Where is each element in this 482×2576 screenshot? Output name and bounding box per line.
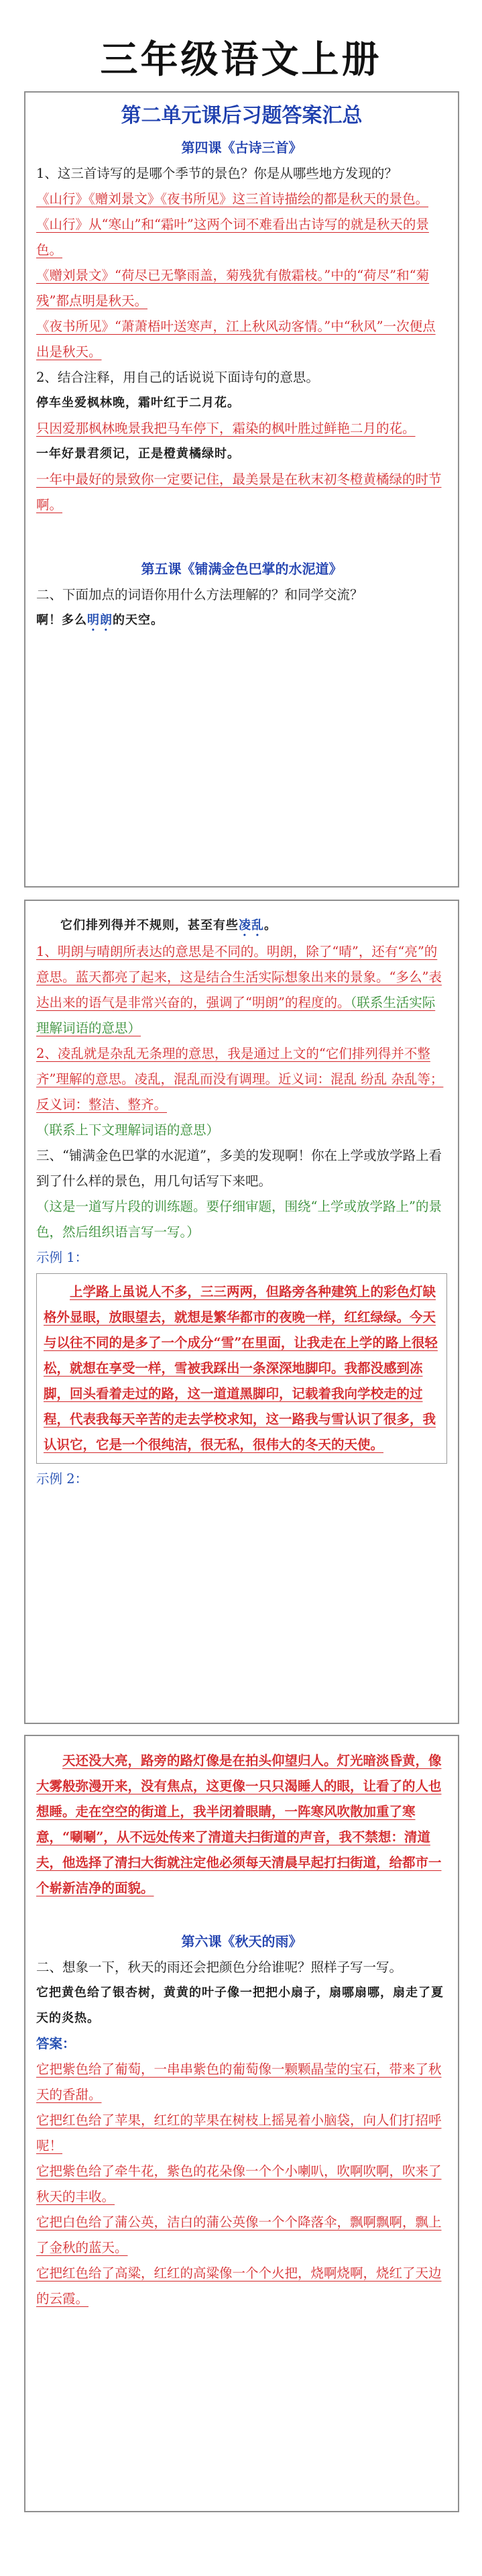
dotted-word-minglang: 明朗 (87, 613, 113, 627)
lesson-5-question-3: 三、“铺满金色巴掌的水泥道”，多美的发现啊！你在上学或放学路上看到了什么样的景色，用几句话写下来吧。 (36, 1148, 442, 1189)
lesson-4-answer-1d: 《夜书所见》“萧萧梧叶送寒声，江上秋风动客情。”中“秋风”一次便点出是秋天。 (36, 319, 436, 360)
lesson-6-answer-3: 它把紫色给了牵牛花，紫色的花朵像一个个小喇叭，吹啊吹啊，吹来了秋天的丰收。 (36, 2163, 442, 2204)
lesson-4-question-1: 1、这三首诗写的是哪个季节的景色？你是从哪些地方发现的？ (36, 166, 398, 181)
lesson-4-question-2: 2、结合注释，用自己的话说说下面诗句的意思。 (36, 370, 319, 385)
poem-line-2: 一年好景君须记，正是橙黄橘绿时。 (36, 447, 240, 461)
card-lesson-4 (24, 91, 459, 888)
lesson-5-answer-1: 1、明朗与晴朗所表达的意思是不同的。明朗，除了“晴”，还有“亮”的意思。蓝天都亮了起来，这是结合生活实际想象出来的景象。“多么”表达出来的语气是非常兴奋的，强调了“明朗”的程度的。（联系生活实际理解词语的意思） (36, 944, 442, 1036)
answer-label: 答案： (36, 2036, 76, 2051)
example-2-text: 天还没大亮，路旁的路灯像是在拍头仰望归人。灯光暗淡昏黄，像大雾般弥漫开来，没有焦点，这更像一只只渴睡人的眼，让看了的人也想睡。走在空空的街道上，我半闭着眼睛，一阵寒风吹散加重了寒意，“唰唰”，从不远处传来了清道夫扫街道的声音，我不禁想：清道夫，他选择了清扫大街就注定他必须每天清晨早起打扫街道，给都市一个崭新洁净的面貌。 (36, 1753, 442, 1896)
lesson-6-question-2: 二、想象一下，秋天的雨还会把颜色分给谁呢？照样子写一写。 (36, 1960, 403, 1975)
dotted-word-lingluan: 凌乱 (239, 918, 264, 932)
lesson-4-heading: 第四课《古诗三首》 (181, 140, 302, 156)
lesson-4-answer-1b: 《山行》从“寒山”和“霜叶”这两个词不难看出古诗写的就是秋天的景色。 (36, 217, 429, 258)
lesson-4-answer-1c: 《赠刘景文》“荷尽已无擎雨盖，菊残犹有傲霜枝。”中的“荷尽”和“菊残”都点明是秋天。 (36, 268, 430, 309)
lesson-6-heading: 第六课《秋天的雨》 (181, 1933, 302, 1949)
lesson-5-method-1: （联系生活实际理解词语的意思） (36, 995, 436, 1036)
lesson-6-answer-5: 它把红色给了高粱，红红的高粱像一个个火把，烧啊烧啊，烧红了天边的云霞。 (36, 2265, 442, 2306)
lesson-6-answer-2: 它把红色给了苹果，红红的苹果在树枝上摇晃着小脑袋，向人们打招呼呢！ (36, 2112, 442, 2153)
lesson-6-example: 它把黄色给了银杏树，黄黄的叶子像一把把小扇子，扇哪扇哪，扇走了夏天的炎热。 (36, 1986, 444, 2025)
lesson-5-method-2: （联系上下文理解词语的意思） (36, 1122, 220, 1138)
lesson-5-tip: （这是一道写片段的训练题。要仔细审题，围绕“上学或放学路上”的景色，然后组织语言写一写。） (36, 1199, 442, 1240)
example-1-box (36, 1273, 447, 1464)
example-2-label: 示例 2： (36, 1471, 88, 1487)
poem-answer-2: 一年中最好的景致你一定要记住，最美景是在秋末初冬橙黄橘绿的时节啊。 (36, 472, 442, 513)
lesson-4-answer-1a: 《山行》《赠刘景文》《夜书所见》这三首诗描绘的都是秋天的景色。 (36, 191, 429, 207)
poem-answer-1: 只因爱那枫林晚景我把马车停下，霜染的枫叶胜过鲜艳二月的花。 (36, 421, 416, 436)
lesson-5-question-2: 二、下面加点的词语你用什么方法理解的？和同学交流？ (36, 587, 363, 602)
unit-subtitle: 第二单元课后习题答案汇总 (121, 104, 363, 127)
example-1-text: 上学路上虽说人不多，三三两两，但路旁各种建筑上的彩色灯缺格外显眼，放眼望去，就想是繁华都市的夜晚一样，红红绿绿。今天与以往不同的是多了一个成分“雪”在里面，让我走在上学的路上很轻松，就想在享受一样，雪被我踩出一条深深地脚印。我都没感到冻脚，回头看着走过的路，这一道道黑脚印，记载着我向学校走的过程，代表我每天辛苦的走去学校求知，这一路我与雪认识了很多，我认识它，它是一个很纯洁，很无私，很伟大的冬天的天使。 (44, 1284, 438, 1452)
page-title: 三年级语文上册 (100, 38, 382, 82)
lesson-5-sentence-1: 啊！多么明朗的天空。 (36, 613, 164, 627)
card-lesson-6 (24, 1735, 459, 2512)
lesson-6-answer-4: 它把白色给了蒲公英，洁白的蒲公英像一个个降落伞，飘啊飘啊，飘上了金秋的蓝天。 (36, 2214, 442, 2255)
lesson-5-heading: 第五课《铺满金色巴掌的水泥道》 (141, 561, 343, 577)
lesson-5-sentence-2: 它们排列得并不规则，甚至有些凌乱。 (60, 918, 277, 932)
example-1-label: 示例 1： (36, 1250, 88, 1265)
lesson-5-answer-2: 2、凌乱就是杂乱无条理的意思，我是通过上文的“它们排列得并不整齐”理解的意思。凌乱，混乱而没有调理。近义词：混乱 纷乱 杂乱等；反义词：整洁、整齐。 (36, 1046, 444, 1112)
poem-line-1: 停车坐爱枫林晚，霜叶红于二月花。 (36, 396, 240, 410)
card-lesson-5 (24, 900, 459, 1724)
lesson-6-answer-1: 它把紫色给了葡萄，一串串紫色的葡萄像一颗颗晶莹的宝石，带来了秋天的香甜。 (36, 2061, 442, 2102)
